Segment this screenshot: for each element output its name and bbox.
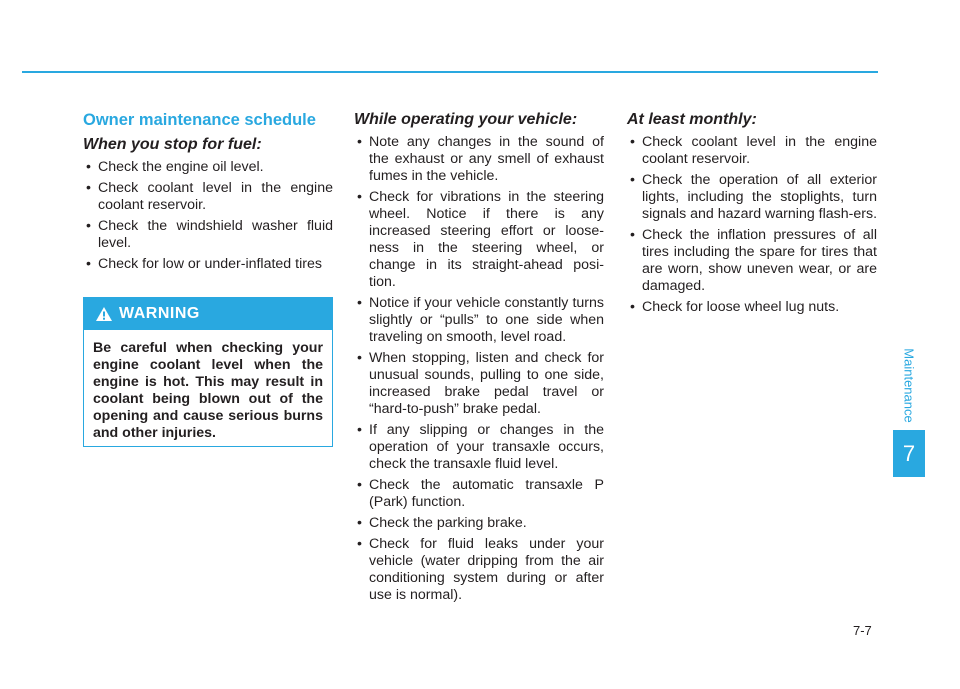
- warning-body: Be careful when checking your engine coolant level when the engine is hot. This may result in coolant being blown out of the opening and cause serious burns and other injuries.: [93, 340, 323, 441]
- list-item: • Note any changes in the sound of the exhaust or any smell of exhaust fumes in the vehicle.: [354, 134, 604, 185]
- warning-header: [84, 298, 332, 330]
- list-item: • Check the engine oil level.: [83, 159, 333, 176]
- list-item: • Check the parking brake.: [354, 515, 604, 532]
- list-item: • Notice if your vehicle constantly turns slightly or “pulls” to one side when traveling on smooth, level road.: [354, 295, 604, 346]
- list-item: • Check coolant level in the engine coolant reservoir.: [627, 134, 877, 168]
- chapter-number: 7: [902, 440, 916, 466]
- list-item: • Check the operation of all exterior lights, including the stoplights, turn signals and hazard warning flash-ers.: [627, 172, 877, 223]
- warning-box: [83, 297, 333, 447]
- list-item: • When stopping, listen and check for unusual sounds, pulling to one side, increased brake pedal travel or “hard-to-push” brake pedal.: [354, 350, 604, 418]
- warning-heading: WARNING: [119, 305, 200, 322]
- subtitle-monthly: At least monthly:: [627, 111, 757, 128]
- chapter-number-tab: [893, 430, 925, 477]
- subtitle-while-operating: While operating your vehicle:: [354, 111, 578, 128]
- section-title: Owner maintenance schedule: [83, 111, 316, 129]
- fuel-stop-list: [83, 159, 333, 273]
- list-item: • If any slipping or changes in the operation of your transaxle occurs, check the transaxle fluid level.: [354, 422, 604, 473]
- while-operating-list: [354, 134, 604, 604]
- list-item: • Check for fluid leaks under your vehicle (water dripping from the air conditioning system during or after use is normal).: [354, 536, 604, 604]
- subtitle-fuel-stop: When you stop for fuel:: [83, 136, 262, 153]
- list-item: • Check the automatic transaxle P (Park) function.: [354, 477, 604, 511]
- top-divider: [22, 71, 878, 73]
- chapter-tab-label: [893, 340, 925, 430]
- monthly-list: [627, 134, 877, 316]
- chapter-tab-text: Maintenance: [901, 347, 917, 423]
- list-item: • Check for loose wheel lug nuts.: [627, 299, 877, 316]
- list-item: • Check for low or under-inflated tires: [83, 256, 333, 273]
- list-item: • Check the inflation pressures of all tires including the spare for tires that are worn, show uneven wear, or are damaged.: [627, 227, 877, 295]
- list-item: • Check coolant level in the engine coolant reservoir.: [83, 180, 333, 214]
- warning-triangle-icon: [95, 306, 113, 322]
- column-monthly: [627, 110, 877, 320]
- list-item: • Check the windshield washer fluid level.: [83, 218, 333, 252]
- page-number: 7-7: [853, 623, 872, 638]
- list-item: • Check for vibrations in the steering wheel. Notice if there is any increased steering effort or loose-ness in the steering wheel, or change in its straight-ahead posi-tion.: [354, 189, 604, 291]
- column-fuel-stop: [83, 110, 333, 277]
- column-while-operating: [354, 110, 604, 608]
